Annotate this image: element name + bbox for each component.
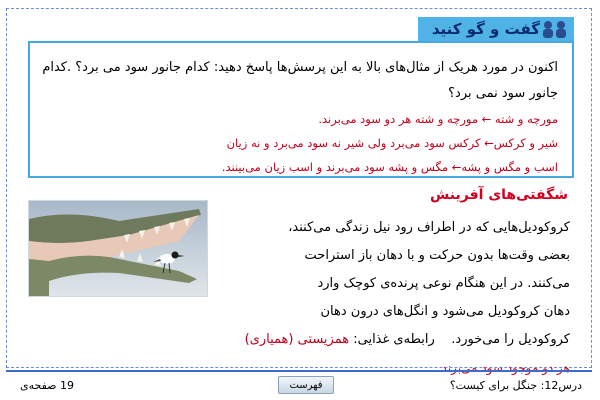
wonders-body [208,214,570,382]
answer-line: مورچه و شته ← مورچه و شته هر دو سود می‌برند. [318,112,558,126]
body-line: دهان کروکودیل می‌شود و انگل‌های درون دهان [320,304,570,319]
body-line: بعضی وقت‌ها بدون حرکت و با دهان باز استراحت [304,248,570,263]
discussion-question: اکنون در مورد هریک از مثال‌های بالا به این پرسش‌ها پاسخ دهید: کدام جانور سود می برد؟ .کدام جانور سود نمی برد؟ [42,60,558,101]
conclusion-line: هر دو موجود سود می‌برند. [437,361,570,375]
answer-line: شیر و کرکس← کرکس سود می‌برد ولی شیر نه سود می‌برد و نه زیان [226,136,558,150]
page-number: 19 صفحه‌ی [20,379,75,392]
footer-bar [6,370,592,396]
discussion-box [28,41,574,178]
people-talking-icon [540,19,570,39]
answer-line: اسب و مگس و پشه← مگس و پشه سود می‌برند و اسب زیان می‌بینند. [221,160,558,174]
menu-button[interactable] [278,376,334,394]
relation-value: همزیستی (همیاری) [244,332,350,347]
menu-button-label: فهرست [289,379,323,391]
wonders-title: شگفتی‌های آفرینش [430,187,568,203]
body-line: کروکودیل را می‌خورد. [451,332,570,347]
body-line: کروکودیل‌هایی که در اطراف رود نیل زندگی می‌کنند، [288,220,570,235]
section-header [418,17,574,41]
body-line: می‌کنند. در این هنگام نوعی پرنده‌ی کوچک وارد [317,276,570,291]
crocodile-bird-photo [28,200,208,297]
crocodile-illustration [29,201,207,296]
relation-line [208,326,570,354]
lesson-title: درس12: جنگل برای کیست؟ [449,379,582,392]
relation-label: رابطه‌ی غذایی: [353,332,435,347]
section-title: گفت و گو کنید [431,20,540,38]
